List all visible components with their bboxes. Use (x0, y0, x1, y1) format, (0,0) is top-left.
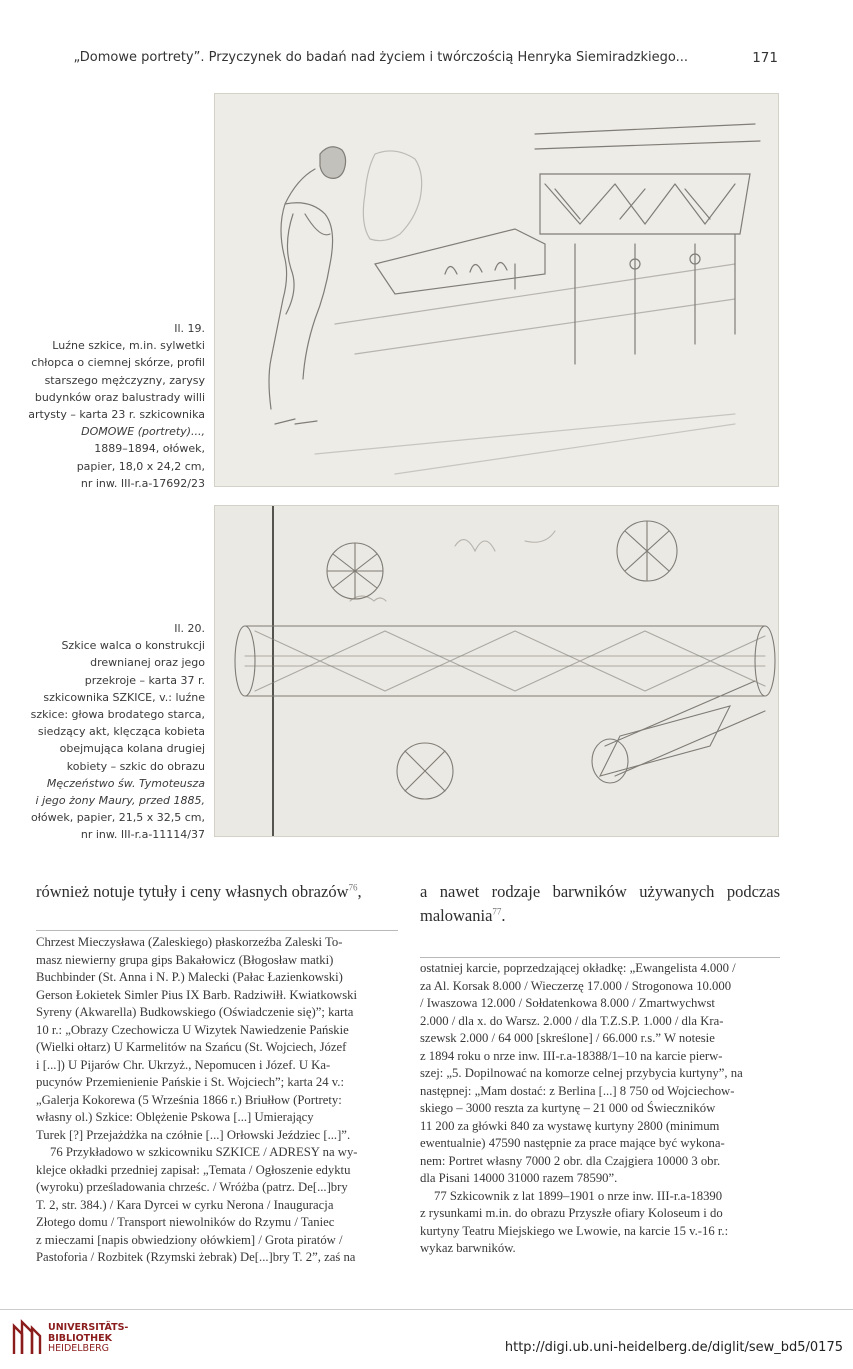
main-text-right-line2: malowania (420, 906, 493, 925)
footnote-line: „Galerja Kokorewa (5 Września 1866 r.) Briułłow (Portrety: (36, 1092, 342, 1107)
logo-line-3: HEIDELBERG (48, 1343, 110, 1354)
main-text-left-content: również notuje tytuły i ceny własnych obrazów (36, 882, 349, 901)
caption-line: nr inw. III-r.a-17692/23 (80, 476, 205, 490)
running-title: „Domowe portrety”. Przyczynek do badań nad życiem i twórczością Henryka Siemiradzkiego... (73, 50, 688, 65)
caption-line: i jego żony Maury, przed 1885, (35, 794, 205, 808)
footnote-line: klejce okładki przedniej zapisał: „Temata / Ogłoszenie edyktu (36, 1162, 351, 1177)
footnote-line: następnej: „Mam dostać: z Berlina [...] 8 750 od Wojciechow- (420, 1083, 735, 1098)
footnote-line: Chrzest Mieczysława (Zaleskiego) płaskorzeźba Zaleski To- (36, 935, 343, 949)
footnote-line: ostatniej karcie, poprzedzającej okładkę: „Ewangelista 4.000 / (420, 961, 736, 975)
footnote-line: masz niewierny grupa gips Bakałowicz (Błogosław matki) (36, 952, 334, 967)
sketch-drawing (215, 506, 779, 837)
footnote-line: / Iwaszowa 12.000 / Sołdatenkowa 8.000 / Zmartwychwst (420, 996, 715, 1010)
figure-19-caption (20, 320, 205, 492)
footnote-line: wykaz barwników. (420, 1241, 516, 1255)
footnote-line: Złotego domu / Transport niewolników do Rzymu / Taniec (36, 1215, 335, 1229)
footnote-line: ewentualnie) 47590 następnie za prace mające być wykona- (420, 1136, 725, 1150)
footnote-line: (Wielki ołtarz) U Karmelitów na Szańcu (St. Wojciech, Józef (36, 1040, 347, 1054)
caption-line: Luźne szkice, m.in. sylwetki (52, 339, 205, 353)
footnote-line: dla Pisani 14000 31000 razem 78590”. (420, 1171, 618, 1185)
caption-line: chłopca o ciemnej skórze, profil (31, 356, 205, 370)
footnote-line: T. 2, str. 384.) / Kara Dyrcei w cyrku Nerona / Inauguracja (36, 1197, 334, 1212)
footnote-line: szewsk 2.000 / 64 000 [skreślone] / 66.000 r.s.” W notesie (420, 1031, 715, 1045)
footnote-line: własny ol.) Szkice: Oblężenie Pskowa [...] Umierający (36, 1110, 314, 1124)
footnote-ref-76[interactable]: 76 (348, 882, 358, 893)
footnote-line: z 1894 roku o nrze inw. III-r.a-18388/1–10 na karcie pierw- (420, 1048, 723, 1063)
caption-line: Il. 19. (174, 322, 205, 335)
footnote-line: 77 Szkicownik z lat 1899–1901 o nrze inw. III-r.a-18390 (434, 1188, 723, 1203)
main-text-right (420, 880, 780, 928)
page-number: 171 (752, 50, 778, 66)
caption-line: kobiety – szkic do obrazu (66, 759, 205, 773)
caption-line: ołówek, papier, 21,5 x 32,5 cm, (30, 811, 205, 825)
footnote-ref-77[interactable]: 77 (492, 906, 502, 917)
footnotes-right-column (420, 960, 780, 1258)
footnotes-left-column (36, 934, 398, 1267)
caption-line: Męczeństwo św. Tymoteusza (46, 776, 205, 790)
source-url-link[interactable]: http://digi.ub.uni-heidelberg.de/diglit/sew_bd5/0175 (504, 1340, 843, 1355)
footnote-rule-right (420, 957, 780, 958)
footnote-line: 10 r.: „Obrazy Czechowicza U Wizytek Nawiedzenie Pańskie (36, 1022, 349, 1037)
footnote-line: Syreny (Akwarella) Budkowskiego (Oświadczenie się)”; karta (36, 1005, 354, 1019)
footnote-line: i [...]) U Pijarów Chr. Ukrzyż., Nepomucen i Józef. U Ka- (36, 1057, 331, 1072)
figure-20-caption (20, 620, 205, 844)
heidelberg-library-logo-icon[interactable] (10, 1318, 44, 1358)
main-text-left (36, 880, 398, 904)
caption-line: szkicownika SZKICE, v.: luźne (43, 690, 205, 704)
footnote-line: pucynów Przemienienie Pańskie i St. Wojciech”; karta 24 v.: (36, 1075, 344, 1089)
footnote-line: nem: Portret własny 7000 2 obr. dla Czajgiera 10000 3 obr. (420, 1153, 721, 1168)
punctuation: , (357, 882, 362, 901)
main-text-right-line1: a nawet rodzaje barwników używanych podczas (420, 882, 780, 901)
caption-line: Il. 20. (174, 622, 205, 635)
caption-line: przekroje – karta 37 r. (84, 673, 205, 687)
caption-line: papier, 18,0 x 24,2 cm, (76, 459, 205, 473)
footnote-line: Gerson Łokietek Simler Pius IX Barb. Radziwiłł. Kwiatkowski (36, 987, 358, 1002)
footnote-line: z mieczami [napis obwiedziony ołówkiem] / Grota piratów / (36, 1232, 343, 1247)
caption-line: starszego mężczyzny, zarysy (44, 373, 205, 387)
library-logo-text (48, 1323, 128, 1355)
figure-20-sketch (214, 505, 779, 837)
running-head (0, 50, 853, 70)
figure-19-sketch (214, 93, 779, 487)
footnote-line: Turek [?] Przejażdżka na czółnie [...] Orłowski Jeździec [...]”. (36, 1127, 351, 1142)
caption-line: 1889–1894, ołówek, (94, 442, 205, 456)
caption-line: drewnianej oraz jego (90, 656, 205, 670)
logo-line-1: UNIVERSITÄTS- (48, 1322, 129, 1333)
footnote-line: kurtyny Teatru Miejskiego we Lwowie, na karcie 15 v.-16 r.: (420, 1223, 729, 1238)
caption-line: obejmująca kolana drugiej (59, 742, 205, 756)
footnote-line: 11 200 za główki 840 za wystawę kurtyny 2800 (minimum (420, 1118, 720, 1133)
punctuation: . (501, 906, 506, 925)
footnote-line: Buchbinder (St. Anna i N. P.) Malecki (Pałac Łazienkowski) (36, 970, 343, 984)
footnote-line: z rysunkami m.in. do obrazu Przyszłe ofiary Koloseum i do (420, 1206, 723, 1220)
caption-line: szkice: głowa brodatego starca, (30, 708, 205, 722)
caption-line: budynków oraz balustrady willi (34, 390, 205, 404)
caption-line: artysty – karta 23 r. szkicownika (28, 408, 205, 422)
footnote-line: (wyroku) prześladowania chrześc. / Wróżba (patrz. De[...]bry (36, 1180, 348, 1194)
footnote-rule-left (36, 930, 398, 931)
logo-line-2: BIBLIOTHEK (48, 1332, 112, 1344)
footnote-line: szej: „5. Dopilnować na komorze celnej przybycia kurtyny”, na (420, 1066, 743, 1080)
footnote-line: za Al. Korsak 8.000 / Wieczerzę 17.000 / Strogonowa 10.000 (420, 978, 732, 993)
footnote-line: 2.000 / dla x. do Warsz. 2.000 / dla T.Z.S.P. 1.000 / dla Kra- (420, 1013, 724, 1028)
caption-line: Szkice walca o konstrukcji (61, 639, 205, 653)
sketch-drawing (215, 94, 779, 487)
caption-line: DOMOWE (portrety)..., (81, 425, 205, 439)
footnote-line: 76 Przykładowo w szkicowniku SZKICE / ADRESY na wy- (50, 1145, 358, 1159)
footnote-line: skiego – 3000 reszta za kurtynę – 21 000 od Świeczników (420, 1101, 716, 1115)
footnote-line: Pastoforia / Rozbitek (Rzymski żebrak) De[...]bry T. 2”, zaś na (36, 1250, 356, 1264)
caption-line: siedzący akt, klęcząca kobieta (37, 725, 205, 739)
caption-line: nr inw. III-r.a-11114/37 (80, 828, 205, 842)
